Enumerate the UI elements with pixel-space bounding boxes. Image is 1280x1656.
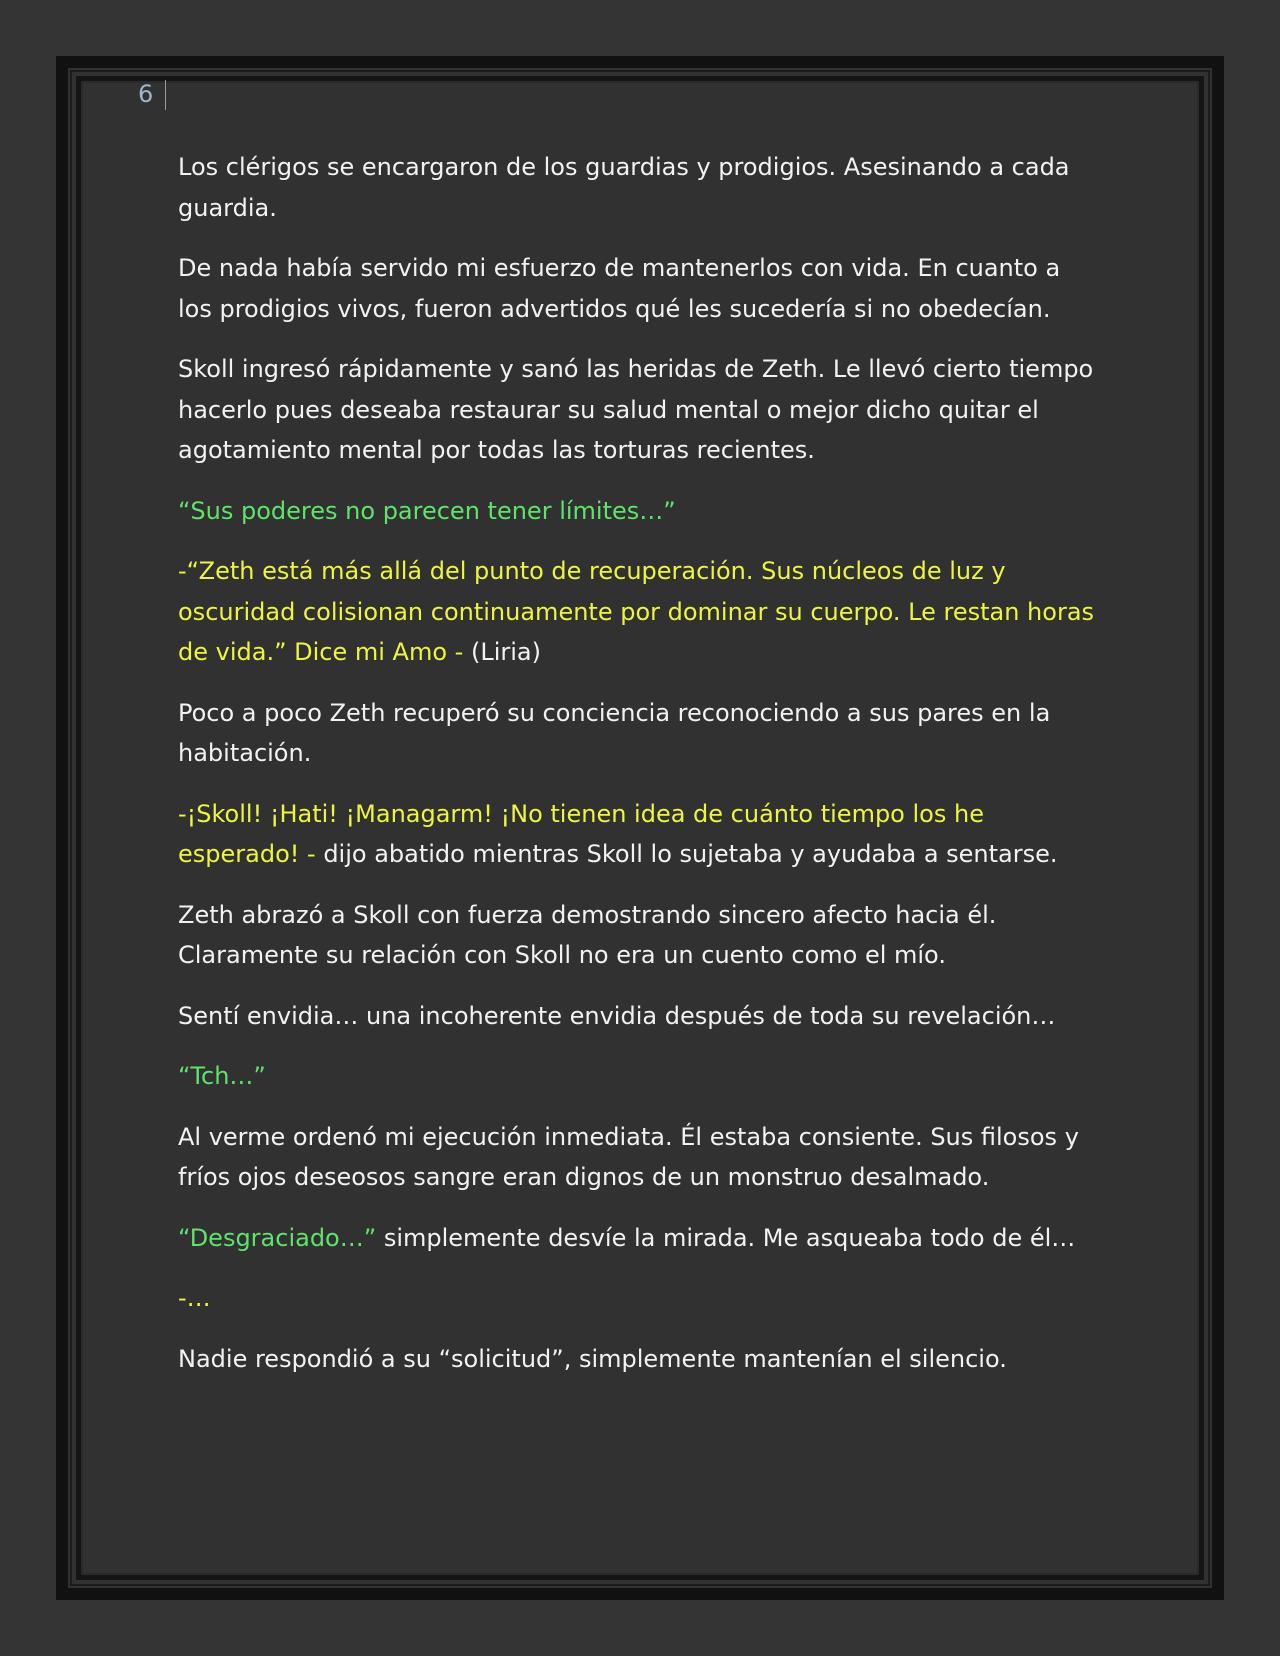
paragraph [178, 248, 1098, 329]
paragraph [178, 895, 1098, 976]
paragraph [178, 1339, 1098, 1380]
story-text [178, 147, 1098, 1399]
speaker-tag: (Liria) [470, 638, 541, 666]
thought-text: “Desgraciado…” [178, 1223, 384, 1252]
text-segment: Sentí envidia… una incoherente envidia después de toda su revelación… [178, 1001, 1056, 1030]
paragraph [178, 147, 1098, 228]
text-segment: Skoll ingresó rápidamente y sanó las heridas de Zeth. Le llevó cierto tiempo hacerlo pues deseaba restaurar su salud mental o mejor dicho quitar el agotamiento mental por todas las torturas recientes. [178, 355, 1094, 464]
dialogue-text: -… [178, 1284, 211, 1312]
narration-text: simplemente desvíe la mirada. Me asqueaba todo de él… [383, 1223, 1076, 1252]
page-number: 6 [138, 80, 154, 108]
page-number-divider [165, 80, 166, 110]
paragraph [178, 1117, 1098, 1198]
paragraph-dialogue [178, 551, 1098, 673]
paragraph-thought [178, 491, 1098, 532]
paragraph-thought [178, 1218, 1098, 1259]
thought-text: “Tch…” [178, 1062, 266, 1090]
dialogue-text: -¡Skoll! ¡Hati! ¡Managarm! ¡No tienen idea de cuánto tiempo los he esperado! - [178, 799, 984, 868]
text-segment: Poco a poco Zeth recuperó su conciencia reconociendo a sus pares en la habitación. [178, 698, 1051, 767]
paragraph [178, 349, 1098, 471]
text-segment: De nada había servido mi esfuerzo de mantenerlos con vida. En cuanto a los prodigios vivos, fueron advertidos qué les sucedería si no obedecían. [178, 254, 1061, 323]
text-segment: Los clérigos se encargaron de los guardias y prodigios. Asesinando a cada guardia. [178, 153, 1070, 222]
dialogue-text: -“Zeth está más allá del punto de recuperación. Sus núcleos de luz y oscuridad colisionan continuamente por dominar su cuerpo. Le restan horas de vida.” Dice mi Amo - [178, 557, 1095, 666]
narration-text: dijo abatido mientras Skoll lo sujetaba y ayudaba a sentarse. [323, 840, 1058, 868]
paragraph-dialogue [178, 1278, 1098, 1319]
text-segment: Nadie respondió a su “solicitud”, simplemente mantenían el silencio. [178, 1344, 1007, 1373]
paragraph-dialogue [178, 794, 1098, 875]
paragraph [178, 996, 1098, 1037]
text-segment: Al verme ordenó mi ejecución inmediata. Él estaba consiente. Sus filosos y fríos ojos deseosos sangre eran dignos de un monstruo desalmado. [178, 1122, 1079, 1191]
text-segment: Zeth abrazó a Skoll con fuerza demostrando sincero afecto hacia él. Claramente su relación con Skoll no era un cuento como el mío. [178, 900, 997, 969]
paragraph [178, 693, 1098, 774]
thought-text: “Sus poderes no parecen tener límites…” [178, 496, 676, 525]
paragraph-thought [178, 1056, 1098, 1097]
